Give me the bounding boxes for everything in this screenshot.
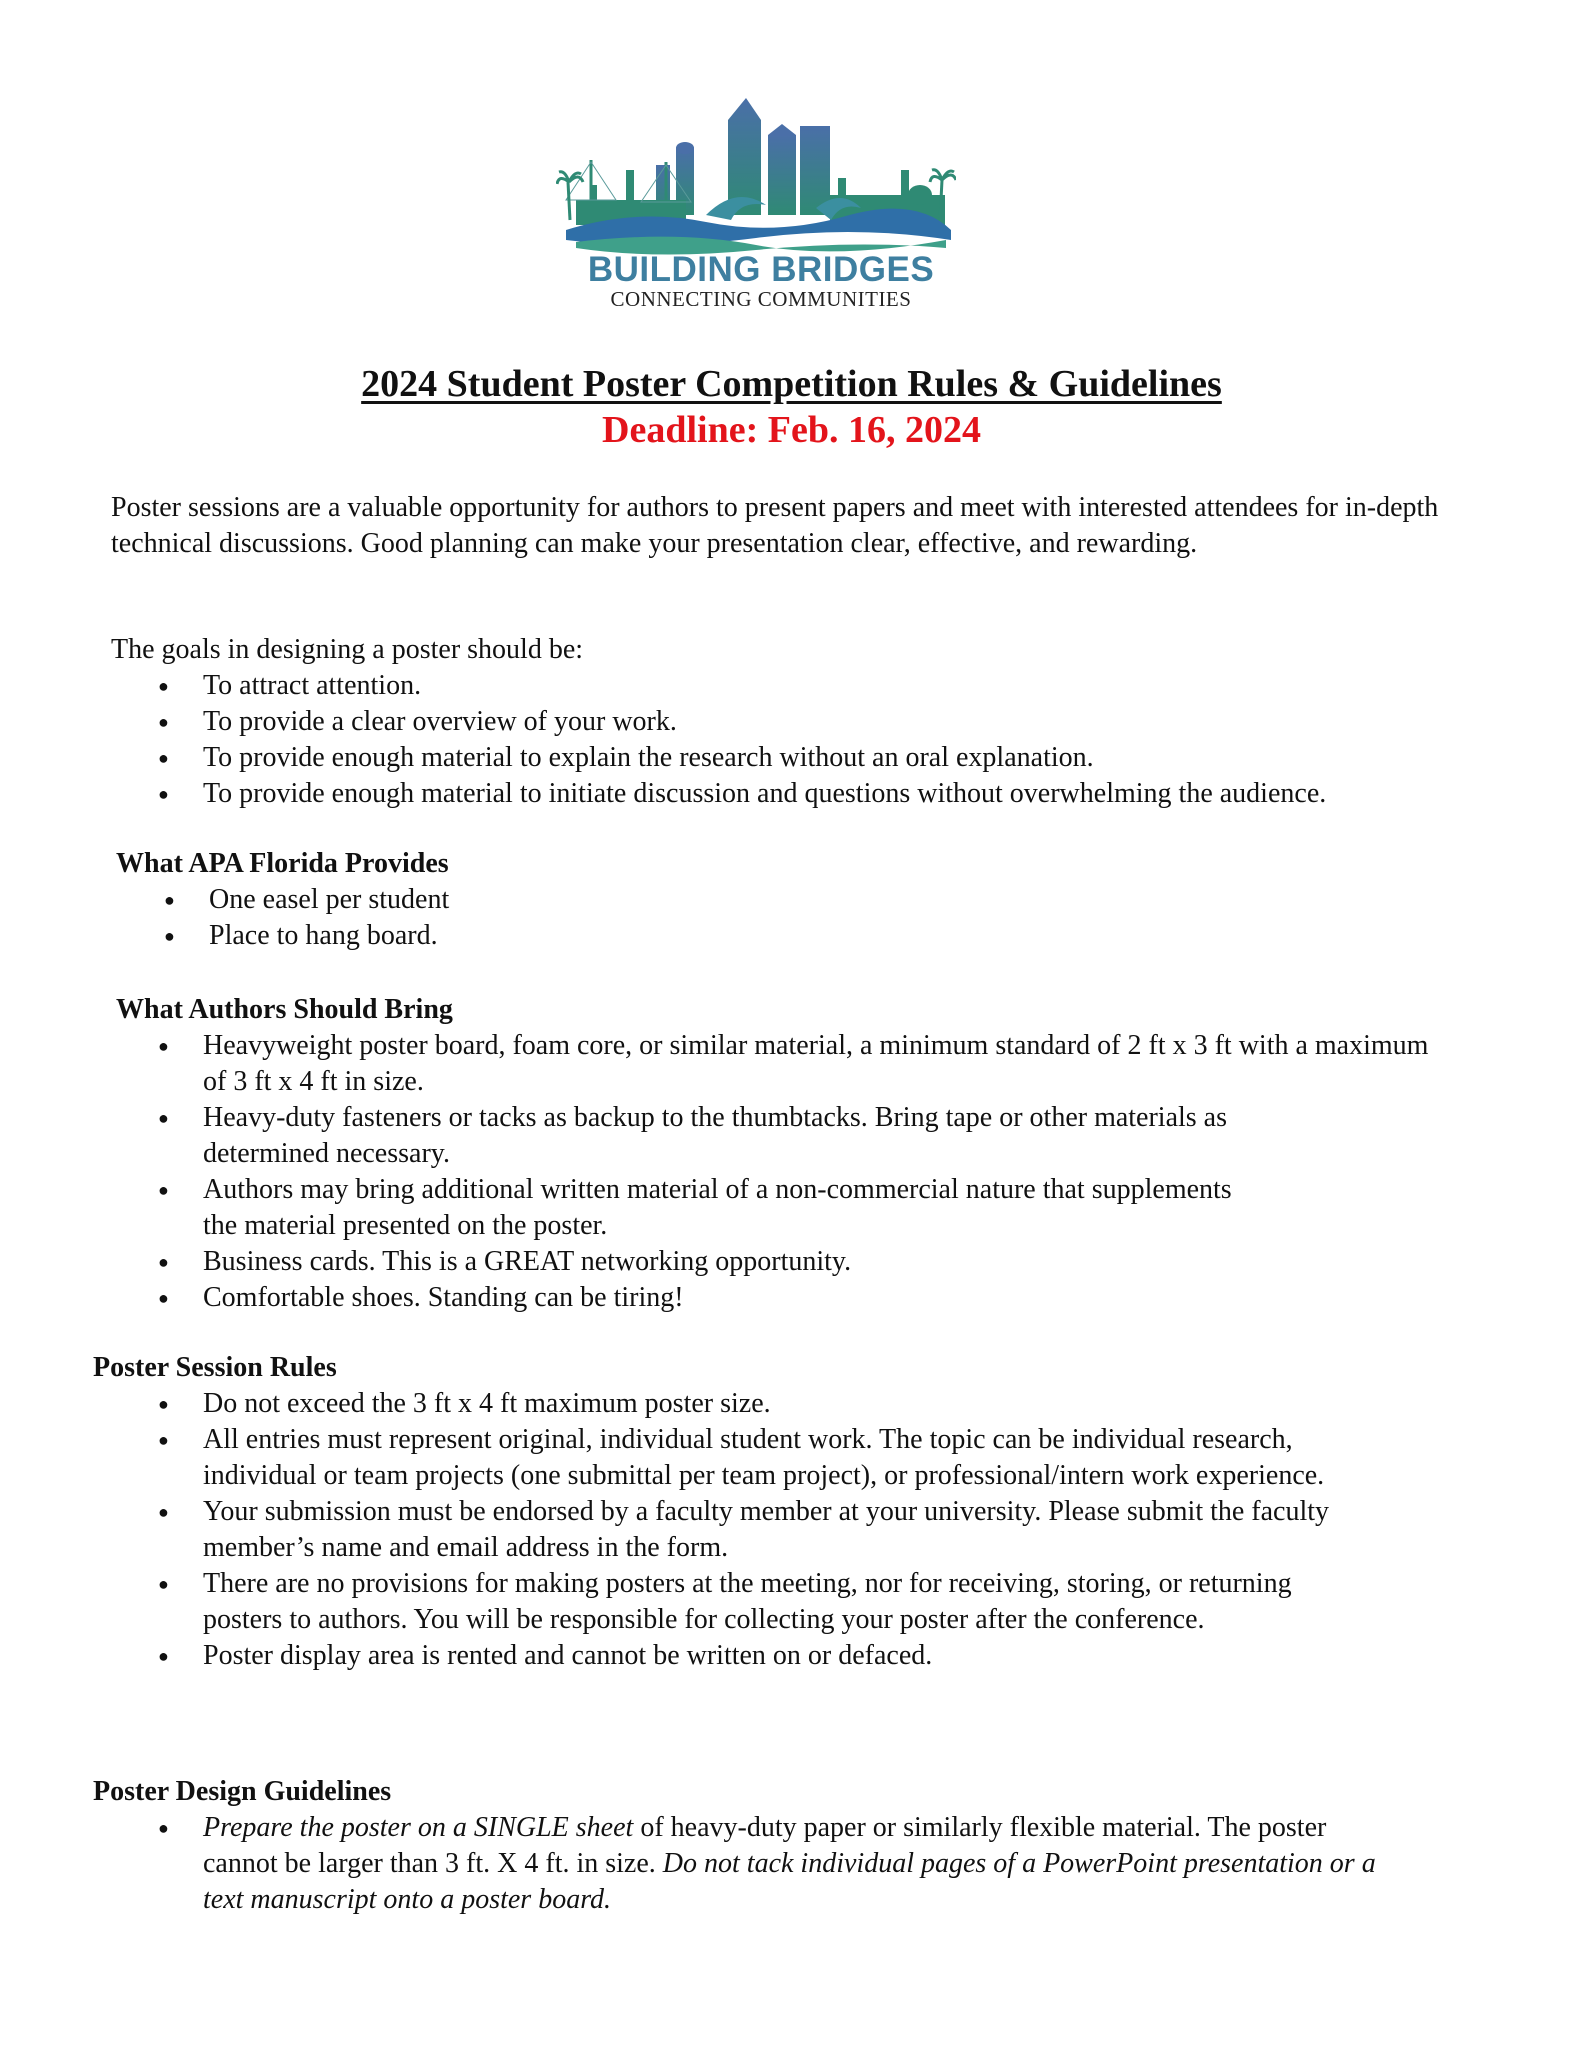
list-item: ● Place to hang board.: [164, 918, 1064, 954]
list-item: ● Authors may bring additional written material of a non-commercial nature that supplements the material presented on the poster.: [158, 1172, 1243, 1244]
building-bridges-logo: [556, 90, 956, 315]
intro-paragraph: Poster sessions are a valuable opportunity for authors to present papers and meet with interested attendees for in-depth technical discussions. Good planning can make your presentation clear, effective, and rewarding.: [111, 492, 1439, 559]
design-list: [158, 1810, 1408, 1918]
list-item: ● Heavy-duty fasteners or tacks as backup to the thumbtacks. Bring tape or other materials as determined necessary.: [158, 1100, 1353, 1172]
logo-subtitle: CONNECTING COMMUNITIES: [610, 287, 912, 311]
section-heading-provides: What APA Florida Provides: [116, 848, 449, 879]
bring-list: [158, 1028, 1488, 1316]
section-heading-bring: What Authors Should Bring: [116, 994, 453, 1025]
logo-title: BUILDING BRIDGES: [587, 250, 935, 289]
body-text: of heavy-duty paper or similarly flexible material. The poster cannot be larger than 3 ft. X 4 ft. in size.: [203, 1812, 1327, 1879]
goals-lead: The goals in designing a poster should be:: [111, 634, 584, 665]
list-item: ● Comfortable shoes. Standing can be tiring!: [158, 1280, 1488, 1316]
page-title-text: 2024 Student Poster Competition Rules & Guidelines: [361, 363, 1222, 405]
italic-emphasis: Prepare the poster on a SINGLE sheet: [203, 1812, 634, 1843]
list-item: ● One easel per student: [164, 882, 1064, 918]
list-item: ● To attract attention.: [158, 668, 1498, 704]
rules-list: [158, 1386, 1358, 1674]
city-skyline-icon: [556, 90, 956, 255]
list-item: ● To provide enough material to initiate discussion and questions without overwhelming the audience.: [158, 776, 1498, 812]
deadline-banner: Deadline: Feb. 16, 2024: [602, 409, 981, 451]
list-item: ● All entries must represent original, individual student work. The topic can be individual research, individual or team projects (one submittal per team project), or professional/intern work experience.: [158, 1422, 1373, 1494]
list-item: ● Do not exceed the 3 ft x 4 ft maximum poster size.: [158, 1386, 1358, 1422]
list-item: ● To provide a clear overview of your work.: [158, 704, 1498, 740]
section-heading-rules: Poster Session Rules: [93, 1352, 337, 1383]
section-heading-design: Poster Design Guidelines: [93, 1776, 392, 1807]
list-item: ● To provide enough material to explain the research without an oral explanation.: [158, 740, 1498, 776]
page-title: [0, 362, 1583, 406]
goals-list: [158, 668, 1498, 812]
list-item: [158, 1810, 1403, 1918]
list-item: ● Business cards. This is a GREAT networking opportunity.: [158, 1244, 1488, 1280]
list-item: ● There are no provisions for making posters at the meeting, nor for receiving, storing, or returning posters to authors. You will be responsible for collecting your poster after the conference.: [158, 1566, 1343, 1638]
list-item: ● Poster display area is rented and cannot be written on or defaced.: [158, 1638, 1358, 1674]
list-item: ● Heavyweight poster board, foam core, or similar material, a minimum standard of 2 ft x 3 ft with a maximum of 3 ft x 4 ft in size.: [158, 1028, 1433, 1100]
italic-emphasis: Do not tack individual pages of a PowerPoint presentation or a text manuscript onto a poster board.: [203, 1848, 1376, 1915]
provides-list: [164, 882, 1064, 954]
list-item: ● Your submission must be endorsed by a faculty member at your university. Please submit the faculty member’s name and email address in the form.: [158, 1494, 1363, 1566]
